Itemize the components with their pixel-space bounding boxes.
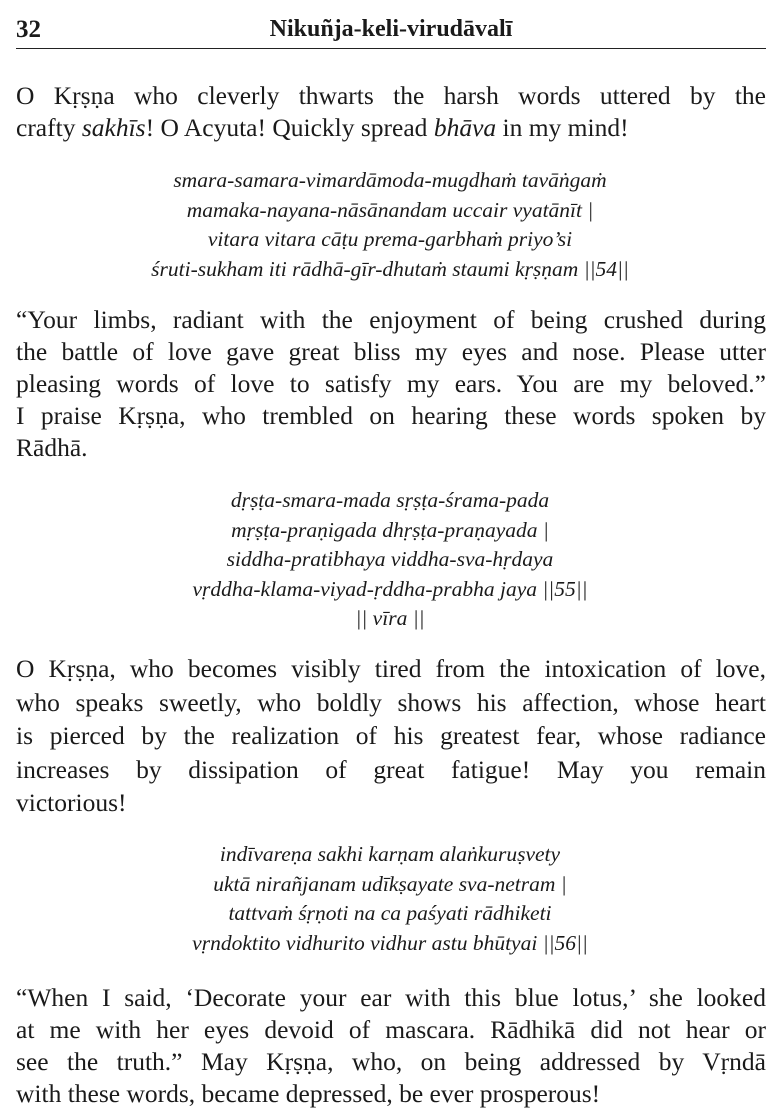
- text-run: see the truth.” May Kṛṣṇa, who, on being addressed by Vṛndā: [16, 1047, 766, 1076]
- paragraph-line: [16, 686, 766, 720]
- text-run: crafty: [16, 113, 82, 142]
- verse-line: indīvareṇa sakhi karṇam alaṅkuruṣvety: [219, 842, 561, 866]
- translation-paragraph: [16, 304, 766, 464]
- paragraph-line: [16, 786, 766, 820]
- translation-paragraph: [16, 982, 766, 1110]
- text-run: I praise Kṛṣṇa, who trembled on hearing these words spoken by: [16, 401, 766, 430]
- paragraph-line: [16, 1046, 766, 1078]
- verse-line: uktā nirañjanam udīkṣayate sva-netram |: [213, 871, 567, 896]
- paragraph-line: [16, 719, 766, 753]
- text-run: is pierced by the realization of his greatest fear, whose radiance: [16, 721, 766, 750]
- paragraph-line: [16, 304, 766, 336]
- text-run: who speaks sweetly, who boldly shows his affection, whose heart: [16, 687, 766, 717]
- paragraph-line: [16, 400, 766, 432]
- text-run: in my mind!: [496, 113, 629, 142]
- text-run: “Your limbs, radiant with the enjoyment of being crushed during: [16, 305, 766, 334]
- verse-line: śruti-sukham iti rādhā-gīr-dhutaṁ staumi kṛṣṇam ||54||: [151, 256, 629, 281]
- verse-line: mamaka-nayana-nāsānandam uccair vyatānīt |: [186, 197, 594, 222]
- text-run: with these words, became depressed, be ever prosperous!: [16, 1079, 601, 1108]
- translation-paragraph: [16, 652, 766, 820]
- verse-line: vṛndoktito vidhurito vidhur astu bhūtyai ||56||: [192, 930, 588, 955]
- sanskrit-verse: [0, 840, 780, 958]
- paragraph-line: [16, 432, 766, 464]
- text-run: O Kṛṣṇa who cleverly thwarts the harsh words uttered by the: [16, 81, 766, 110]
- page-number: 32: [16, 16, 41, 43]
- text-run: at me with her eyes devoid of mascara. Rādhikā did not hear or: [16, 1015, 766, 1044]
- verse-line: || vīra ||: [355, 606, 425, 630]
- text-run: “When I said, ‘Decorate your ear with this blue lotus,’ she looked: [16, 983, 766, 1012]
- verse-line: smara-samara-vimardāmoda-mugdhaṁ tavāṅgaṁ: [173, 168, 607, 192]
- verse-line: mṛṣṭa-praṇigada dhṛṣṭa-praṇayada |: [231, 517, 549, 542]
- translation-paragraph: [16, 80, 766, 144]
- running-header: [16, 14, 766, 49]
- paragraph-line: [16, 368, 766, 400]
- paragraph-line: [16, 982, 766, 1014]
- paragraph-line: [16, 1014, 766, 1046]
- paragraph-line: [16, 753, 766, 787]
- verse-line: tattvaṁ śṛṇoti na ca paśyati rādhiketi: [228, 901, 552, 925]
- paragraph-line: [16, 1078, 766, 1110]
- paragraph-line: [16, 652, 766, 686]
- paragraph-line: [16, 336, 766, 368]
- paragraph-line: [16, 112, 766, 144]
- text-run: Rādhā.: [16, 433, 88, 462]
- paragraph-line: [16, 80, 766, 112]
- verse-line: vitara vitara cāṭu prema-garbhaṁ priyo’si: [207, 227, 573, 251]
- text-run: the battle of love gave great bliss my eyes and nose. Please utter: [16, 337, 766, 366]
- sanskrit-verse: [0, 166, 780, 284]
- text-run: increases by dissipation of great fatigue! May you remain: [16, 754, 766, 784]
- verse-line: dṛṣṭa-smara-mada sṛṣṭa-śrama-pada: [230, 488, 550, 512]
- text-run: O Kṛṣṇa, who becomes visibly tired from the intoxication of love,: [16, 654, 766, 683]
- text-run: victorious!: [16, 788, 127, 817]
- book-title: Nikuñja-keli-virudāvalī: [269, 16, 513, 42]
- sanskrit-verse: [0, 486, 780, 634]
- italic-term: sakhīs: [81, 113, 146, 142]
- verse-line: siddha-pratibhaya viddha-sva-hṛdaya: [226, 547, 554, 571]
- italic-term: bhāva: [433, 113, 497, 142]
- verse-line: vṛddha-klama-viyad-ṛddha-prabha jaya ||55||: [192, 576, 588, 601]
- text-run: pleasing words of love to satisfy my ears. You are my beloved.”: [16, 369, 766, 398]
- text-run: ! O Acyuta! Quickly spread: [145, 113, 434, 142]
